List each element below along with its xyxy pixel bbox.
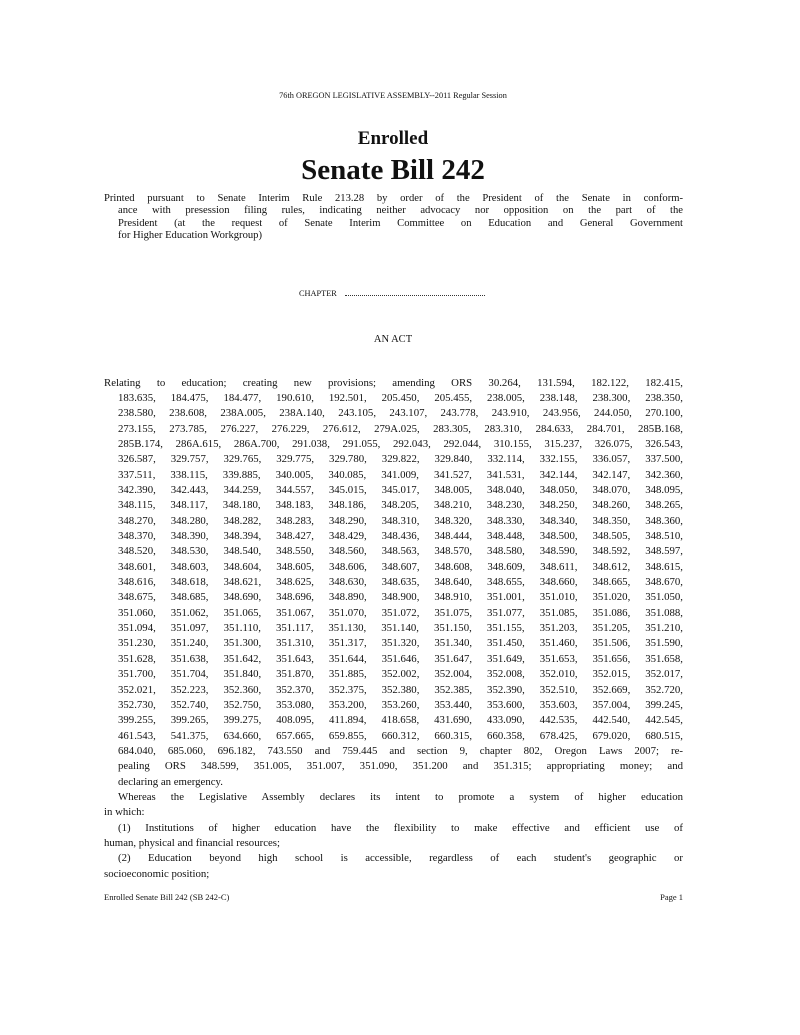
relating-clause-line: declaring an emergency.	[118, 775, 223, 788]
relating-clause-line: 348.601, 348.603, 348.604, 348.605, 348.606, 348.607, 348.608, 348.609, 348.611, 348.612, 348.615,	[118, 560, 683, 573]
relating-clause-line: 273.155, 273.785, 276.227, 276.229, 276.612, 279A.025, 283.305, 283.310, 284.633, 284.701, 285B.168,	[118, 422, 683, 435]
relating-clause-line: 461.543, 541.375, 634.660, 657.665, 659.855, 660.312, 660.315, 660.358, 678.425, 679.020, 680.515,	[118, 729, 683, 742]
whereas-clause-line: in which:	[104, 806, 145, 819]
relating-clause-line: 352.021, 352.223, 352.360, 352.370, 352.375, 352.380, 352.385, 352.390, 352.510, 352.669, 352.720,	[118, 683, 683, 696]
relating-clause-line: 351.060, 351.062, 351.065, 351.067, 351.070, 351.072, 351.075, 351.077, 351.085, 351.086, 351.088,	[118, 606, 683, 619]
relating-clause-line: 351.700, 351.704, 351.840, 351.870, 351.885, 352.002, 352.004, 352.008, 352.010, 352.015, 352.017,	[118, 668, 683, 681]
relating-clause-line: 348.675, 348.685, 348.690, 348.696, 348.890, 348.900, 348.910, 351.001, 351.010, 351.020, 351.050,	[118, 591, 683, 604]
relating-clause-line: Relating to education; creating new provisions; amending ORS 30.264, 131.594, 182.122, 182.415,	[104, 376, 683, 389]
chapter-label: CHAPTER	[299, 289, 337, 298]
relating-clause-line: 326.587, 329.757, 329.765, 329.775, 329.780, 329.822, 329.840, 332.114, 332.155, 336.057, 337.500,	[118, 453, 683, 466]
footer-bill-reference: Enrolled Senate Bill 242 (SB 242-C)	[104, 892, 230, 902]
relating-clause-line: 351.628, 351.638, 351.642, 351.643, 351.644, 351.646, 351.647, 351.649, 351.653, 351.656, 351.658,	[118, 652, 683, 665]
relating-clause-line: pealing ORS 348.599, 351.005, 351.007, 351.090, 351.200 and 351.315; appropriating money; and	[118, 760, 683, 773]
chapter-number-blank	[345, 289, 485, 296]
relating-clause-line: 337.511, 338.115, 339.885, 340.005, 340.085, 341.009, 341.527, 341.531, 342.144, 342.147, 342.360,	[118, 468, 683, 481]
relating-clause-line: 238.580, 238.608, 238A.005, 238A.140, 243.105, 243.107, 243.778, 243.910, 243.956, 244.050, 270.100,	[118, 407, 683, 420]
relating-clause-line: 352.730, 352.740, 352.750, 353.080, 353.200, 353.260, 353.440, 353.600, 353.603, 357.004, 399.245,	[118, 698, 683, 711]
relating-clause-line: 351.094, 351.097, 351.110, 351.117, 351.130, 351.140, 351.150, 351.155, 351.203, 351.205, 351.210,	[118, 622, 683, 635]
bill-title: Senate Bill 242	[301, 154, 485, 186]
enrolled-label: Enrolled	[357, 128, 429, 149]
relating-clause-line: 348.370, 348.390, 348.394, 348.427, 348.429, 348.436, 348.444, 348.448, 348.500, 348.505, 348.510,	[118, 530, 683, 542]
relating-clause-line: 348.270, 348.280, 348.282, 348.283, 348.290, 348.310, 348.320, 348.330, 348.340, 348.350, 348.360,	[118, 514, 683, 527]
footer-page-number: Page 1	[660, 892, 683, 902]
act-heading: AN ACT	[373, 334, 413, 345]
whereas-item-line: human, physical and financial resources;	[104, 837, 280, 849]
relating-clause-line: 399.255, 399.265, 399.275, 408.095, 411.894, 418.658, 431.690, 433.090, 442.535, 442.540, 442.545,	[118, 714, 683, 727]
printed-note-line: President (at the request of Senate Interim Committee on Education and General Government	[118, 217, 683, 229]
relating-clause-line: 183.635, 184.475, 184.477, 190.610, 192.501, 205.450, 205.455, 238.005, 238.148, 238.300, 238.350,	[118, 391, 683, 404]
relating-clause-line: 348.616, 348.618, 348.621, 348.625, 348.630, 348.635, 348.640, 348.655, 348.660, 348.665, 348.670,	[118, 576, 683, 589]
whereas-clause-line: Whereas the Legislative Assembly declares its intent to promote a system of higher education	[118, 790, 683, 803]
relating-clause-line: 684.040, 685.060, 696.182, 743.550 and 759.445 and section 9, chapter 802, Oregon Laws 2007; re-	[118, 744, 683, 757]
whereas-item-line: socioeconomic position;	[104, 867, 210, 880]
relating-clause-line: 351.230, 351.240, 351.300, 351.310, 351.317, 351.320, 351.340, 351.450, 351.460, 351.506, 351.590,	[118, 637, 683, 650]
whereas-item-line: (2) Education beyond high school is accessible, regardless of each student's geographic or	[118, 852, 683, 865]
chapter-line	[299, 289, 485, 298]
printed-note-line: ance with presession filing rules, indicating neither advocacy nor opposition on the part of the	[118, 205, 683, 217]
printed-note-line: Printed pursuant to Senate Interim Rule 213.28 by order of the President of the Senate in conform-	[104, 193, 683, 204]
session-header: 76th OREGON LEGISLATIVE ASSEMBLY--2011 Regular Session	[279, 91, 507, 100]
relating-clause-line: 285B.174, 286A.615, 286A.700, 291.038, 291.055, 292.043, 292.044, 310.155, 315.237, 326.075, 326.543,	[118, 437, 683, 450]
whereas-item-line: (1) Institutions of higher education have the flexibility to make effective and efficient use of	[118, 821, 683, 834]
relating-clause-line: 348.520, 348.530, 348.540, 348.550, 348.560, 348.563, 348.570, 348.580, 348.590, 348.592, 348.597,	[118, 545, 683, 558]
printed-note-line: for Higher Education Workgroup)	[118, 230, 262, 242]
relating-clause-line: 348.115, 348.117, 348.180, 348.183, 348.186, 348.205, 348.210, 348.230, 348.250, 348.260, 348.265,	[118, 499, 683, 512]
relating-clause-line: 342.390, 342.443, 344.259, 344.557, 345.015, 345.017, 348.005, 348.040, 348.050, 348.070, 348.095,	[118, 483, 683, 496]
